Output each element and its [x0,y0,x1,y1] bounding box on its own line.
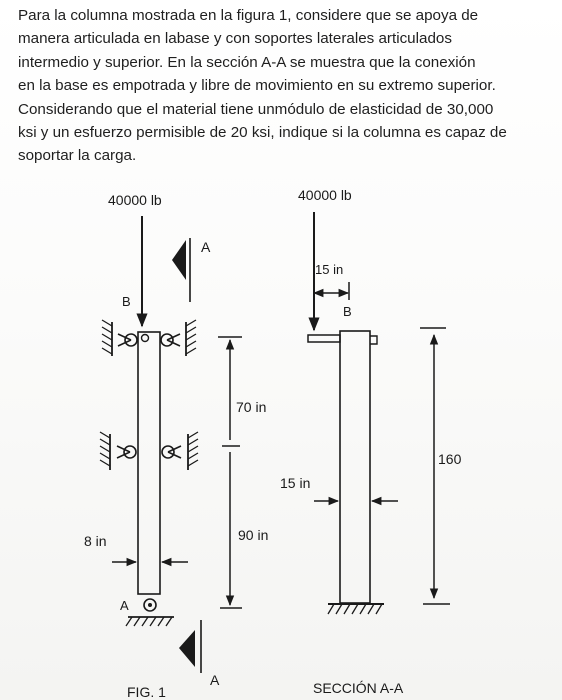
section-load-bracket [308,335,340,342]
fig1-height-dimension [218,337,242,608]
problem-line-4: en la base es empotrada y libre de movimiento en su extremo superior. [18,77,496,95]
fig1-point-b: B [122,294,131,309]
problem-line-3: intermedio y superior. En la sección A-A se muestra que la conexión [18,53,476,71]
fig1-section-cut-bottom [179,620,201,673]
fig1-load-label: 40000 lb [108,192,162,208]
fig1-dim-upper: 70 in [236,399,267,415]
fig1-width-dim: 8 in [84,533,107,549]
problem-line-6: ksi y un esfuerzo permisible de 20 ksi, indique si la columna es capaz de [18,124,507,142]
fig1-caption: FIG. 1 [127,684,166,700]
section-width-dim: 15 in [280,475,311,491]
fig1-base-pin-support [126,599,174,626]
fig1-column [138,332,160,594]
section-top-detail [370,336,377,344]
fig1-dim-lower: 90 in [238,527,269,543]
section-column [340,331,370,603]
fig1-point-a: A [120,598,129,613]
fig1-section-mark-bottom: A [210,672,220,688]
fig1-diagram [84,192,268,700]
section-dim-height: 160 [438,451,462,467]
problem-line-5: Considerando que el material tiene unmódulo de elasticidad de 30,000 [18,100,494,118]
section-eccentricity-label: 15 in [315,262,344,277]
section-caption: SECCIÓN A-A [313,680,404,696]
fig1-top-lateral-supports [102,320,196,356]
problem-line-2: manera articulada en labase y con soportes laterales articulados [18,30,452,48]
section-diagram [280,187,462,696]
fig1-section-mark-top: A [201,239,211,255]
problem-line-7: soportar la carga. [18,147,137,165]
section-point-b: B [343,304,352,319]
section-fixed-base [328,604,384,614]
problem-line-1: Para la columna mostrada en la figura 1, considere que se apoya de [18,7,479,24]
fig1-section-cut-top [172,238,190,302]
section-load-label: 40000 lb [298,187,352,203]
fig1-mid-lateral-supports [100,432,198,470]
